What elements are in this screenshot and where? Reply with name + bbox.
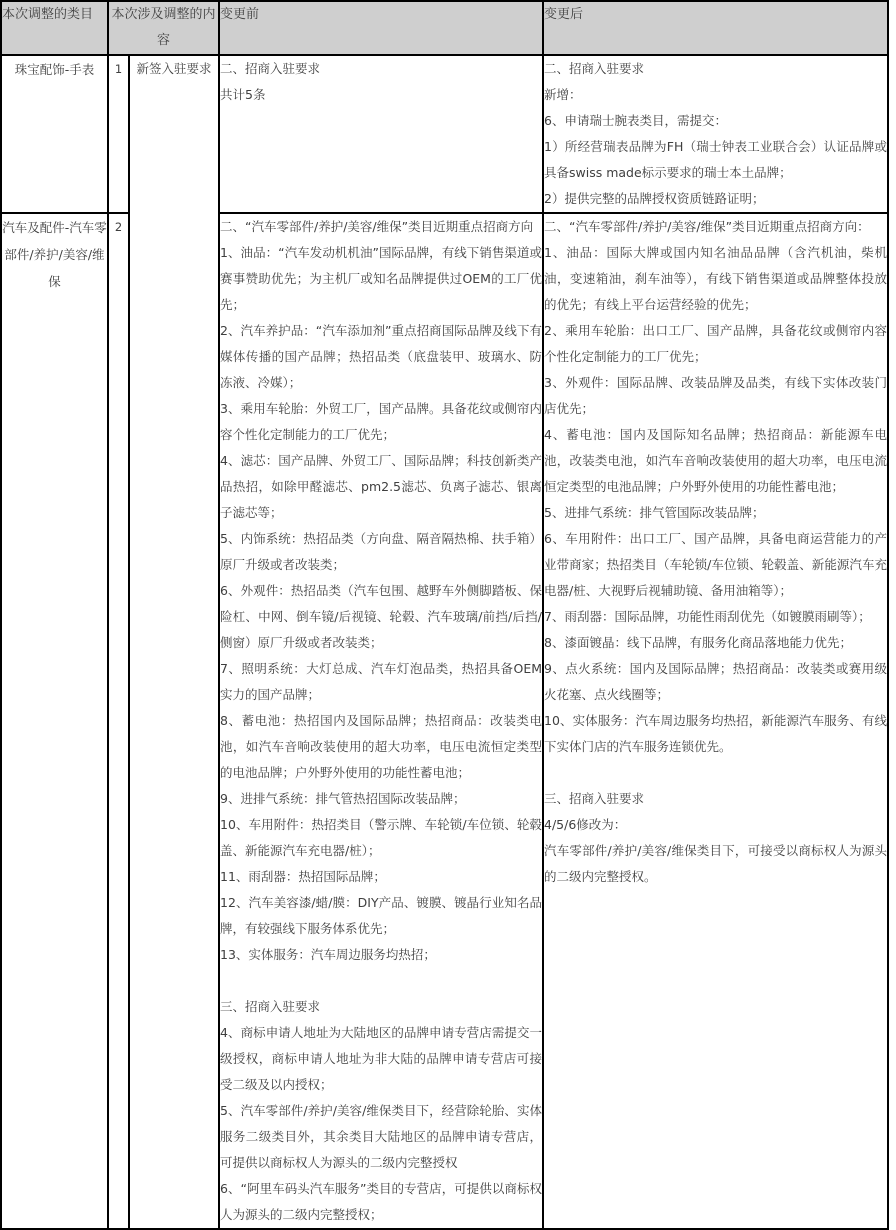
paragraph: 2、汽车养护品：“汽车添加剂”重点招商国际品牌及线下有媒体传播的国产品牌；热招品类（底盘装甲、玻璃水、防冻液、冷媒）； bbox=[220, 323, 543, 390]
paragraph: 5、进排气系统：排气管国际改装品牌； bbox=[544, 505, 765, 520]
paragraph: 3、乘用车轮胎：外贸工厂，国产品牌。具备花纹或侧帘内容个性化定制能力的工厂优先； bbox=[220, 401, 543, 442]
paragraph: 7、照明系统：大灯总成、汽车灯泡品类，热招具备OEM实力的国产品牌； bbox=[220, 661, 543, 702]
table-row bbox=[1, 55, 888, 213]
paragraph: 4/5/6修改为： bbox=[544, 817, 627, 832]
paragraph: 1、油品：国际大牌或国内知名油品品牌（含汽机油，柴机油，变速箱油，刹车油等），有线下销售渠道或品牌整体投放的优先；有线上平台运营经验的优先； bbox=[544, 245, 888, 312]
paragraph: 6、外观件：热招品类（汽车包围、越野车外侧脚踏板、保险杠、中网、倒车镜/后视镜、轮毂、汽车玻璃/前挡/后挡/侧窗）原厂升级或者改装类； bbox=[220, 583, 543, 650]
paragraph: 4、商标申请人地址为大陆地区的品牌申请专营店需提交一级授权，商标申请人地址为非大陆的品牌申请专营店可接受二级及以内授权； bbox=[220, 1025, 543, 1092]
paragraph: 三、招商入驻要求 bbox=[544, 791, 645, 806]
paragraph: 6、“阿里车码头汽车服务”类目的专营店，可提供以商标权人为源头的二级内完整授权； bbox=[220, 1181, 543, 1222]
column-header-category: 本次调整的类目 bbox=[1, 1, 108, 55]
cell-index: 1 bbox=[108, 55, 129, 213]
paragraph: 10、实体服务：汽车周边服务均热招，新能源汽车服务、有线下实体门店的汽车服务连锁优先。 bbox=[544, 713, 888, 754]
paragraph: 1、油品：“汽车发动机机油”国际品牌，有线下销售渠道或赛事赞助优先；为主机厂或知名品牌提供过OEM的工厂优先； bbox=[220, 245, 543, 312]
paragraph: 汽车零部件/养护/美容/维保类目下，可接受以商标权人为源头的二级内完整授权。 bbox=[544, 843, 888, 884]
paragraph: 4、滤芯：国产品牌、外贸工厂、国际品牌；科技创新类产品热招，如除甲醛滤芯、pm2.5滤芯、负离子滤芯、银离子滤芯等； bbox=[220, 453, 543, 520]
cell-after bbox=[543, 213, 888, 1229]
paragraph: 二、“汽车零部件/养护/美容/维保”类目近期重点招商方向： bbox=[544, 219, 870, 234]
paragraph: 9、点火系统：国内及国际品牌；热招商品：改装类或赛用级火花塞、点火线圈等； bbox=[544, 661, 888, 702]
column-header-before: 变更前 bbox=[219, 1, 543, 55]
paragraph: 二、招商入驻要求 bbox=[220, 61, 321, 76]
paragraph: 13、实体服务：汽车周边服务均热招； bbox=[220, 947, 436, 962]
column-header-after: 变更后 bbox=[543, 1, 888, 55]
paragraph: 二、“汽车零部件/养护/美容/维保”类目近期重点招商方向 bbox=[220, 219, 534, 234]
paragraph: 12、汽车美容漆/蜡/膜：DIY产品、镀膜、镀晶行业知名品牌，有较强线下服务体系优先； bbox=[220, 895, 543, 936]
paragraph: 二、招商入驻要求 bbox=[544, 61, 645, 76]
paragraph: 10、车用附件：热招类目（警示牌、车轮锁/车位锁、轮毂盖、新能源汽车充电器/桩）； bbox=[220, 817, 543, 858]
paragraph: 9、进排气系统：排气管热招国际改装品牌； bbox=[220, 791, 466, 806]
paragraph: 5、汽车零部件/养护/美容/维保类目下，经营除轮胎、实体服务二级类目外，其余类目大陆地区的品牌申请专营店，可提供以商标权人为源头的二级内完整授权 bbox=[220, 1103, 543, 1170]
cell-after bbox=[543, 55, 888, 213]
paragraph: 新增： bbox=[544, 87, 582, 102]
paragraph-spacer bbox=[220, 968, 542, 994]
paragraph: 5、内饰系统：热招品类（方向盘、隔音隔热棉、扶手箱）原厂升级或者改装类； bbox=[220, 531, 543, 572]
paragraph: 2）提供完整的品牌授权资质链路证明； bbox=[544, 191, 765, 206]
paragraph: 11、雨刮器：热招国际品牌； bbox=[220, 869, 386, 884]
cell-scope: 新签入驻要求 bbox=[129, 55, 219, 1229]
cell-category: 珠宝配饰-手表 bbox=[1, 55, 108, 213]
column-header-scope: 本次涉及调整的内容 bbox=[108, 1, 219, 55]
paragraph: 1）所经营瑞表品牌为FH（瑞士钟表工业联合会）认证品牌或具备swiss made标示要求的瑞士本土品牌； bbox=[544, 139, 888, 180]
paragraph: 共计5条 bbox=[220, 87, 266, 102]
cell-index: 2 bbox=[108, 213, 129, 1229]
paragraph: 2、乘用车轮胎：出口工厂、国产品牌，具备花纹或侧帘内容个性化定制能力的工厂优先； bbox=[544, 323, 888, 364]
header-row bbox=[1, 1, 888, 55]
paragraph: 8、蓄电池：热招国内及国际品牌；热招商品：改装类电池，如汽车音响改装使用的超大功率，电压电流恒定类型的电池品牌；户外野外使用的功能性蓄电池； bbox=[220, 713, 543, 780]
paragraph: 三、招商入驻要求 bbox=[220, 999, 321, 1014]
paragraph: 7、雨刮器：国际品牌，功能性雨刮优先（如镀膜雨刷等）； bbox=[544, 609, 871, 624]
paragraph: 6、申请瑞士腕表类目，需提交： bbox=[544, 113, 727, 128]
cell-category: 汽车及配件-汽车零部件/养护/美容/维保 bbox=[1, 213, 108, 1229]
paragraph: 8、漆面镀晶：线下品牌，有服务化商品落地能力优先； bbox=[544, 635, 852, 650]
cell-before bbox=[219, 213, 543, 1229]
cell-before bbox=[219, 55, 543, 213]
paragraph-spacer bbox=[544, 760, 887, 786]
table-body bbox=[1, 55, 888, 1229]
paragraph: 6、车用附件：出口工厂、国产品牌，具备电商运营能力的产业带商家；热招类目（车轮锁/车位锁、轮毂盖、新能源汽车充电器/桩、大视野后视辅助镜、备用油箱等）； bbox=[544, 531, 888, 598]
paragraph: 4、蓄电池：国内及国际知名品牌；热招商品：新能源车电池，改装类电池，如汽车音响改装使用的超大功率，电压电流恒定类型的电池品牌；户外野外使用的功能性蓄电池； bbox=[544, 427, 888, 494]
table-header bbox=[1, 1, 888, 55]
paragraph: 3、外观件：国际品牌、改装品牌及品类，有线下实体改装门店优先； bbox=[544, 375, 888, 416]
